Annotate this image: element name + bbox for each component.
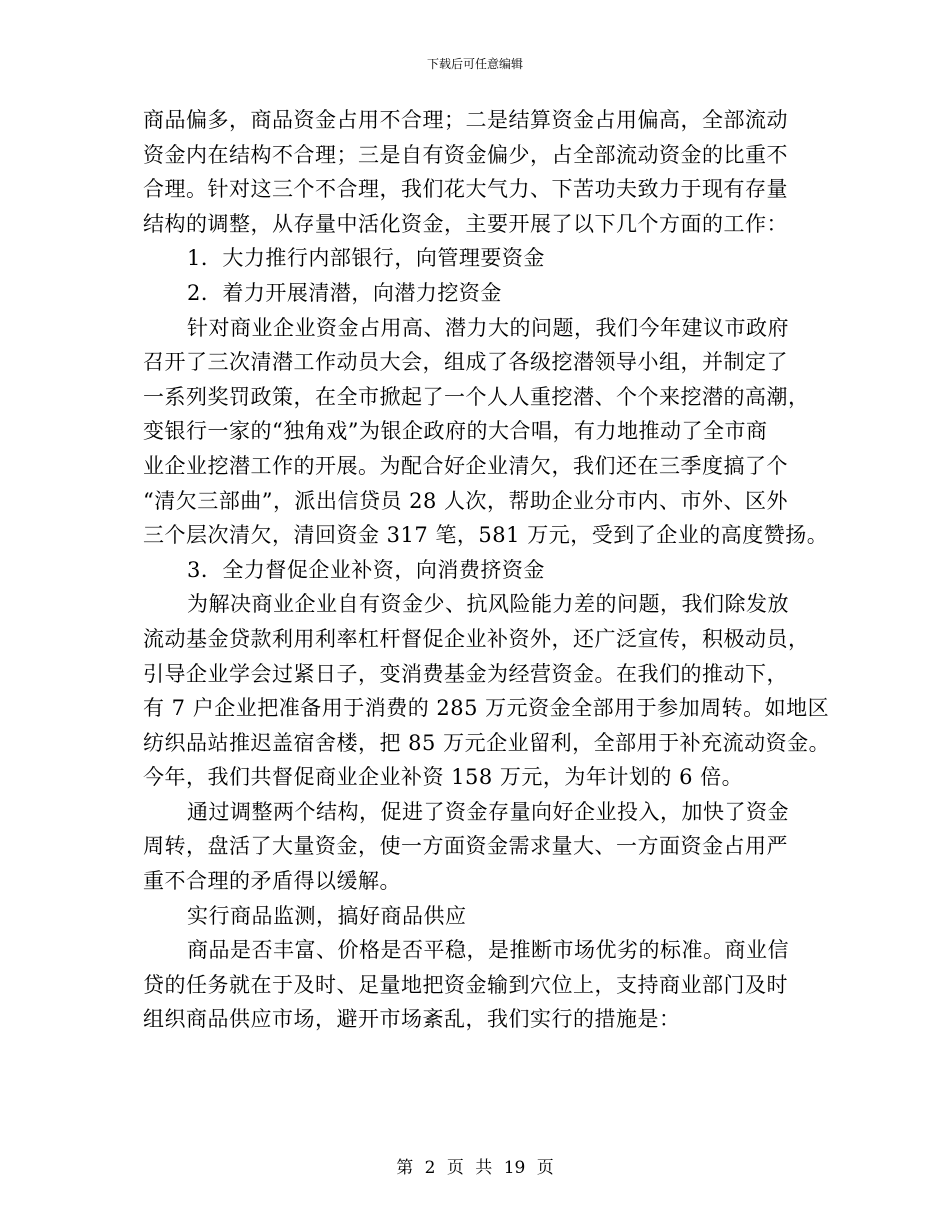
text-line: 1．大力推行内部银行，向管理要资金 (187, 246, 545, 271)
text-line: 结构的调整，从存量中活化资金，主要开展了以下几个方面的工作： (143, 211, 788, 236)
text-line: 组织商品供应市场，避开市场紊乱，我们实行的措施是： (143, 1007, 681, 1032)
text-line: 召开了三次清潜工作动员大会，组成了各级挖潜领导小组，并制定了 (143, 350, 788, 375)
text-line: 商品是否丰富、价格是否平稳，是推断市场优劣的标准。商业信 (187, 938, 789, 963)
text-line: 周转，盘活了大量资金，使一方面资金需求量大、一方面资金占用严 (143, 834, 788, 859)
page-header: 下载后可任意编辑 (426, 57, 523, 71)
text-line: 流动基金贷款利用利率杠杆督促企业补资外，还广泛宣传，积极动员， (143, 626, 810, 651)
document-body (143, 103, 831, 1037)
text-line: 一系列奖罚政策，在全市掀起了一个人人重挖潜、个个来挖潜的高潮， (143, 384, 810, 409)
text-line: 今年，我们共督促商业企业补资 158 万元，为年计划的 6 倍。 (143, 765, 744, 790)
text-line: “清欠三部曲”，派出信贷员 28 人次，帮助企业分市内、市外、区外 (143, 488, 789, 513)
text-line: 重不合理的矛盾得以缓解。 (143, 869, 401, 894)
text-line: 通过调整两个结构，促进了资金存量向好企业投入，加快了资金 (187, 799, 789, 824)
text-line: 有 7 户企业把准备用于消费的 285 万元资金全部用于参加周转。如地区 (143, 696, 830, 721)
text-line: 商品偏多，商品资金占用不合理；二是结算资金占用偏高，全部流动 (143, 108, 788, 132)
page-number: 第 2 页 共 19 页 (396, 1158, 554, 1178)
text-line: 贷的任务就在于及时、足量地把资金输到穴位上，支持商业部门及时 (143, 972, 788, 997)
text-line: 实行商品监测，搞好商品供应 (187, 903, 467, 928)
text-line: 3．全力督促企业补资，向消费挤资金 (187, 557, 545, 582)
text-line: 变银行一家的“独角戏”为银企政府的大合唱，有力地推动了全市商 (143, 419, 768, 444)
text-line: 引导企业学会过紧日子，变消费基金为经营资金。在我们的推动下， (143, 661, 788, 686)
text-line: 为解决商业企业自有资金少、抗风险能力差的问题，我们除发放 (187, 592, 789, 617)
text-line: 资金内在结构不合理；三是自有资金偏少，占全部流动资金的比重不 (143, 142, 788, 167)
text-line: 合理。针对这三个不合理，我们花大气力、下苦功夫致力于现有存量 (143, 177, 788, 202)
text-line: 纺织品站推迟盖宿舍楼，把 85 万元企业留利，全部用于补充流动资金。 (143, 730, 831, 755)
text-line: 针对商业企业资金占用高、潜力大的问题，我们今年建议市政府 (187, 315, 789, 340)
text-line: 业企业挖潜工作的开展。为配合好企业清欠，我们还在三季度搞了个 (143, 453, 788, 478)
text-line: 2．着力开展清潜，向潜力挖资金 (187, 280, 502, 305)
text-line: 三个层次清欠，清回资金 317 笔，581 万元，受到了企业的高度赞扬。 (143, 523, 829, 548)
